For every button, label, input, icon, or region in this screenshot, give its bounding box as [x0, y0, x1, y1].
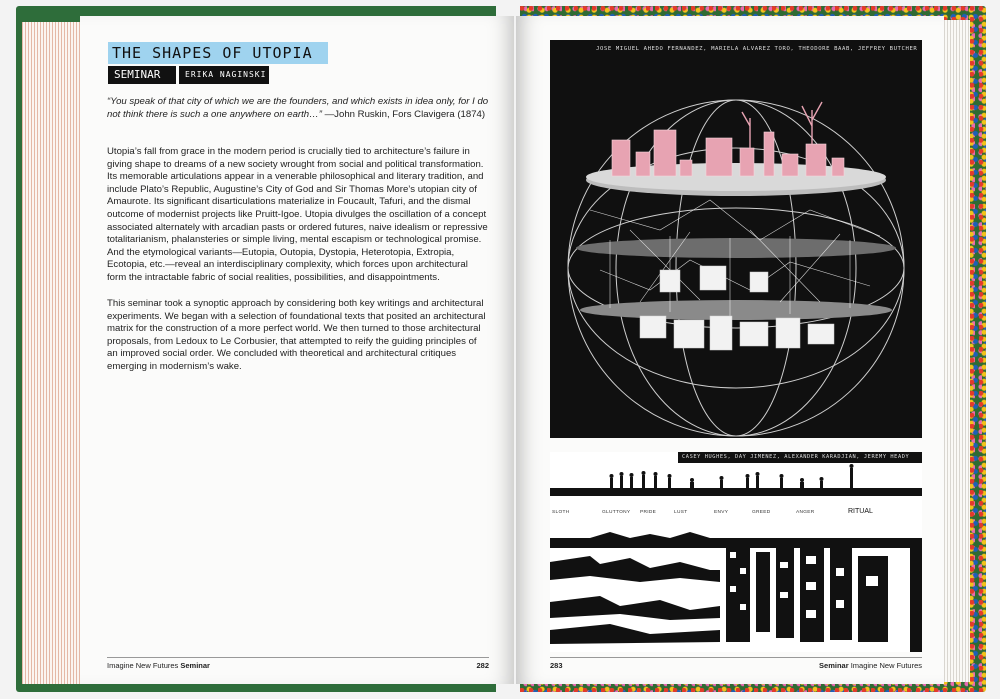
seminar-label: SEMINAR [108, 66, 176, 84]
photo1-credits: JOSE MIGUEL AHEDO FERNANDEZ, MARIELA ALVAREZ TORO, THEODORE BAAB, JEFFREY BUTCHER [596, 46, 918, 52]
sphere-model-illustration [550, 40, 922, 438]
paragraph-2: This seminar took a synoptic approach by considering both key writings and architectural experiments. We began with a selection of foundational texts that posited an architectural matrix for the construction of a more perfect world. We then turned to those architectural proposals, from Ledoux to Le Corbusier, that attempted to reify the guiding principles of an improved social order. We concluded with theoretical and architectural critiques emerging in modernism’s wake. [107, 298, 486, 372]
footer-book-title: Imagine New Futures [107, 661, 179, 670]
footer-rule-right [550, 657, 922, 658]
epigraph-attribution: —John Ruskin, Fors Clavigera (1874) [321, 108, 486, 120]
paragraph-1: Utopia’s fall from grace in the modern period is crucially tied to architecture’s failure in giving shape to dreams of a new society wrought from social and political transformation. Its memorable articulations appear in a venerable philosophical and literary tradition, and include Plato’s Republic, Augustine’s City of God and Sir Thomas More’s utopian city of Amaurote. Its significant disarticulations materialize in Foucault, Tafuri, and the dismal outcome of modernist projects like Pruitt-Igoe. Utopia divulges the oscillation of a concept associated alternately with arcadian pasts or ordered futures, naive idealism or repressive totalitarianism, phalansteries or simple living, mental escapism or technological promise. And the etymological variants—Eutopia, Outopia, Dystopia, Heterotopia, Extropia, Ecotopia, etc.—reveal an interdisciplinary complexity, which forces upon architectural form the intractable fabric of social realities, possibilities, and disappointments. [107, 146, 488, 283]
section-drawing-illustration [550, 452, 922, 652]
footer-right-text [819, 661, 922, 670]
page-number-left: 282 [476, 661, 489, 670]
footer-rule-left [107, 657, 489, 658]
page-title: THE SHAPES OF UTOPIA [112, 44, 313, 62]
sin-label: SLOTH [552, 510, 570, 515]
footer-section: Seminar [180, 661, 210, 670]
footer-book-title: Imagine New Futures [850, 661, 922, 670]
sin-label: LUST [674, 510, 688, 515]
photo2-credits: CASEY HUGHES, DAY JIMENEZ, ALEXANDER KARADJIAN, JEREMY HEADY [678, 452, 922, 463]
sin-label: GLUTTONY [602, 510, 631, 515]
page-number-right: 283 [550, 661, 563, 670]
label-bar [108, 66, 269, 84]
utopia-sphere-model-photo [550, 40, 922, 438]
epigraph-quote: “You speak of that city of which we are the founders, and which exists in idea only, for I do not think there is such a one anywhere on earth…” [107, 96, 489, 120]
sin-label: PRIDE [640, 510, 657, 515]
epigraph [107, 96, 489, 121]
sin-label: ANGER [796, 510, 815, 515]
page-edges-right [944, 20, 970, 682]
author-label: ERIKA NAGINSKI [179, 66, 269, 84]
seven-sins-section-drawing [550, 452, 922, 652]
ritual-label: RITUAL [848, 508, 873, 515]
sin-label: GREED [752, 510, 771, 515]
page-edges-left [22, 22, 84, 684]
footer-section: Seminar [819, 661, 849, 670]
sin-label: ENVY [714, 510, 729, 515]
footer-left [107, 661, 489, 670]
